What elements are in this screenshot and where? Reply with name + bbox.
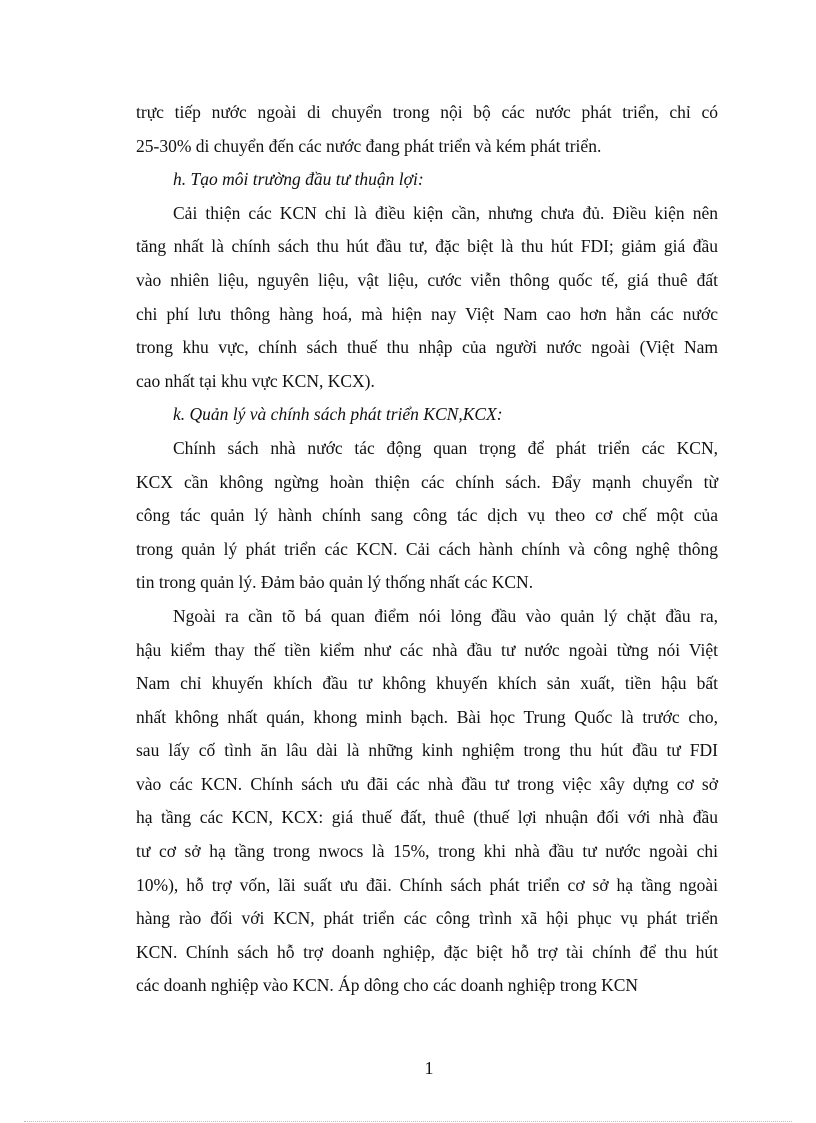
text-line: 10%), hỗ trợ vốn, lãi suất ưu đãi. Chính sách phát triển cơ sở hạ tầng ngoài — [136, 874, 718, 895]
text-line: vào nhiên liệu, nguyên liệu, vật liệu, cước viễn thông quốc tế, giá thuê đất — [136, 269, 718, 290]
text-line: Cải thiện các KCN chỉ là điều kiện cần, nhưng chưa đủ. Điều kiện nên — [173, 202, 718, 223]
text-line: hàng rào đối với KCN, phát triển các công trình xã hội phục vụ phát triển — [136, 908, 718, 929]
text-line: hạ tầng các KCN, KCX: giá thuế đất, thuê (thuế lợi nhuận đối với nhà đầu — [136, 807, 718, 828]
section-heading-k: k. Quản lý và chính sách phát triển KCN,KCX: — [173, 404, 503, 425]
text-line: cao nhất tại khu vực KCN, KCX). — [136, 370, 375, 391]
text-line: vào các KCN. Chính sách ưu đãi các nhà đầu tư trong việc xây dựng cơ sở — [136, 773, 718, 794]
text-line: các doanh nghiệp vào KCN. Áp dông cho các doanh nghiệp trong KCN — [136, 975, 639, 996]
page-number: 1 — [424, 1058, 434, 1078]
page-edge-divider — [24, 1121, 792, 1122]
text-line: KCX cần không ngừng hoàn thiện các chính sách. Đẩy mạnh chuyển từ — [136, 471, 718, 492]
section-heading-h: h. Tạo môi trường đầu tư thuận lợi: — [173, 169, 424, 190]
text-line: chi phí lưu thông hàng hoá, mà hiện nay Việt Nam cao hơn hẳn các nước — [136, 303, 718, 324]
body-text — [136, 96, 718, 1003]
text-line: tư cơ sở hạ tầng trong nwocs là 15%, trong khi nhà đầu tư nước ngoài chi — [136, 841, 718, 862]
text-line: hậu kiểm thay thế tiền kiểm như các nhà đầu tư nước ngoài từng nói Việt — [136, 639, 718, 660]
text-line: Chính sách nhà nước tác động quan trọng để phát triển các KCN, — [173, 437, 718, 458]
text-line: công tác quản lý hành chính sang công tác dịch vụ theo cơ chế một của — [136, 505, 718, 526]
text-line: Ngoài ra cần tõ bá quan điểm nói lỏng đầu vào quản lý chặt đầu ra, — [173, 605, 718, 626]
text-line: Nam chỉ khuyến khích đầu tư không khuyến khích sản xuất, tiền hậu bất — [136, 673, 718, 694]
text-line: 25-30% di chuyển đến các nước đang phát triển và kém phát triển. — [136, 135, 602, 156]
text-line: trong khu vực, chính sách thuế thu nhập của người nước ngoài (Việt Nam — [136, 337, 718, 358]
text-line: tăng nhất là chính sách thu hút đầu tư, đặc biệt là thu hút FDI; giảm giá đầu — [136, 236, 718, 257]
text-line: tin trong quản lý. Đảm bảo quản lý thống nhất các KCN. — [136, 572, 534, 593]
text-line: KCN. Chính sách hỗ trợ doanh nghiệp, đặc biệt hỗ trợ tài chính để thu hút — [136, 941, 718, 962]
text-line: nhất không nhất quán, khong minh bạch. Bài học Trung Quốc là trước cho, — [136, 706, 718, 727]
text-line: trong quản lý phát triển các KCN. Cải cách hành chính và công nghệ thông — [136, 538, 718, 559]
text-line: trực tiếp nước ngoài di chuyển trong nội bộ các nước phát triển, chỉ có — [136, 102, 718, 122]
text-line: sau lấy cố tình ăn lâu dài là những kinh nghiệm trong thu hút đầu tư FDI — [136, 740, 718, 761]
